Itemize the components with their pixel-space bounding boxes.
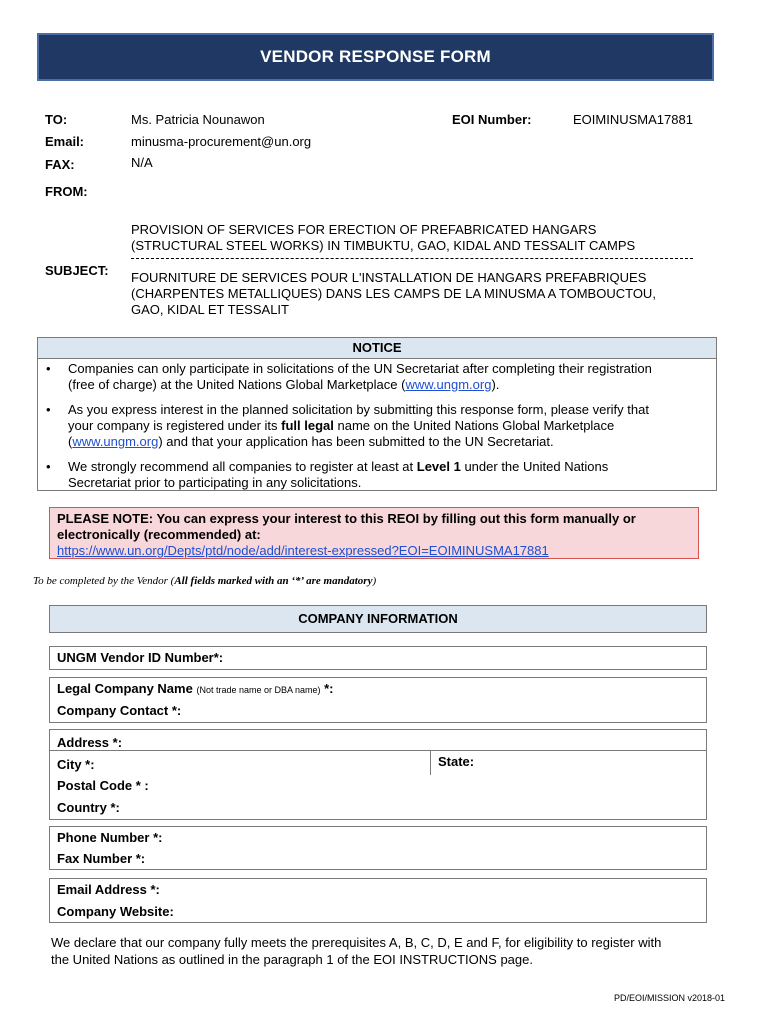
- text-span: (free of charge) at the United Nations Global Marketplace (: [68, 377, 406, 392]
- declaration-line-1: We declare that our company fully meets the prerequisites A, B, C, D, E and F, for eligibility to register with: [51, 935, 662, 950]
- subject-french: [131, 270, 711, 318]
- subject-english: [131, 222, 711, 254]
- bullet-icon: •: [46, 459, 51, 474]
- text-span: ) and that your application has been submitted to the UN Secretariat.: [158, 434, 554, 449]
- state-cell[interactable]: [431, 750, 706, 775]
- company-contact-label: Company Contact *:: [57, 703, 182, 718]
- declaration-line-2: the United Nations as outlined in the paragraph 1 of the EOI INSTRUCTIONS page.: [51, 952, 533, 967]
- notice-item-text: [68, 377, 698, 393]
- text-span: your company is registered under its: [68, 418, 282, 433]
- form-version-footer: PD/EOI/MISSION v2018-01: [613, 993, 725, 1003]
- fax-number-label: Fax Number *:: [57, 851, 146, 866]
- legal-name-note: (Not trade name or DBA name): [196, 685, 321, 695]
- fax-value: N/A: [131, 155, 153, 170]
- notice-heading: NOTICE: [38, 338, 716, 359]
- expression-of-interest-link[interactable]: https://www.un.org/Depts/ptd/node/add/interest-expressed?EOI=EOIMINUSMA17881: [57, 543, 549, 558]
- website-label: Company Website:: [57, 904, 174, 919]
- declaration: [51, 934, 731, 968]
- please-note-box: [49, 507, 699, 559]
- postal-code-field[interactable]: [57, 778, 149, 793]
- address-label: Address *:: [57, 735, 123, 750]
- text-span: We strongly recommend all companies to register at least at: [68, 459, 417, 474]
- notice-item-registration: [68, 361, 698, 393]
- postal-code-label: Postal Code * :: [57, 778, 149, 793]
- notice-item-text: Secretariat prior to participating in any solicitations.: [68, 475, 362, 490]
- state-label: State:: [438, 754, 475, 769]
- country-field[interactable]: [57, 800, 120, 815]
- notice-item-level: [68, 459, 698, 491]
- bold-text: full legal: [281, 418, 334, 433]
- form-title: VENDOR RESPONSE FORM: [260, 47, 491, 66]
- notice-item-text: [68, 418, 698, 434]
- address-field[interactable]: [57, 735, 122, 750]
- subject-label: SUBJECT:: [45, 263, 109, 278]
- ungm-id-label: UNGM Vendor ID Number*:: [57, 650, 224, 665]
- text-span: ): [372, 575, 377, 587]
- fax-label: FAX:: [45, 157, 75, 172]
- mandatory-note: All fields marked with an ‘*’ are mandatory: [174, 575, 373, 587]
- legal-name-suffix: *:: [320, 681, 334, 696]
- to-value: Ms. Patricia Nounawon: [131, 112, 265, 127]
- subject-fr-line-3: GAO, KIDAL ET TESSALIT: [131, 302, 289, 317]
- email-address-label: Email Address *:: [57, 882, 160, 897]
- ungm-link[interactable]: www.ungm.org: [405, 377, 492, 392]
- city-cell[interactable]: [50, 750, 431, 775]
- eoi-number-value: EOIMINUSMA17881: [573, 112, 693, 127]
- please-note-line-2: electronically (recommended) at:: [57, 527, 261, 542]
- bullet-icon: •: [46, 402, 51, 417]
- subject-separator: [131, 258, 693, 259]
- bullet-icon: •: [46, 361, 51, 376]
- email-label: Email:: [45, 134, 85, 149]
- text-span: name on the United Nations Global Marketplace: [333, 418, 615, 433]
- notice-box: [37, 337, 717, 491]
- subject-fr-line-1: FOURNITURE DE SERVICES POUR L'INSTALLATION DE HANGARS PREFABRIQUES: [131, 270, 647, 285]
- eoi-number-label: EOI Number:: [452, 112, 532, 127]
- subject-en-line-1: PROVISION OF SERVICES FOR ERECTION OF PREFABRICATED HANGARS: [131, 222, 597, 237]
- website-field[interactable]: [57, 904, 174, 919]
- email-value: minusma-procurement@un.org: [131, 134, 312, 149]
- legal-name-label: Legal Company Name: [57, 681, 193, 696]
- phone-label: Phone Number *:: [57, 830, 163, 845]
- text-span: (: [68, 434, 73, 449]
- notice-item-text: [68, 434, 698, 450]
- from-label: FROM:: [45, 184, 88, 199]
- text-span: under the United Nations: [460, 459, 609, 474]
- ungm-link[interactable]: www.ungm.org: [72, 434, 159, 449]
- notice-item-text: As you express interest in the planned solicitation by submitting this response form, please verify that: [68, 402, 649, 417]
- company-contact-field[interactable]: [57, 703, 181, 718]
- vendor-instruction: [33, 575, 376, 587]
- subject-fr-line-2: (CHARPENTES METALLIQUES) DANS LES CAMPS DE LA MINUSMA A TOMBOUCTOU,: [131, 286, 656, 301]
- text-span: To be completed by the Vendor (: [33, 575, 175, 587]
- phone-fax-group: [49, 826, 707, 870]
- ungm-id-field[interactable]: [49, 646, 707, 670]
- fax-field[interactable]: [57, 851, 145, 866]
- notice-item-text: Companies can only participate in solicitations of the UN Secretariat after completing their registration: [68, 361, 652, 376]
- to-label: TO:: [45, 112, 68, 127]
- bold-text: Level 1: [416, 459, 461, 474]
- address-group: [49, 729, 707, 820]
- notice-item-verify: [68, 402, 698, 450]
- country-label: Country *:: [57, 800, 120, 815]
- email-website-group: [49, 878, 707, 923]
- text-span: ).: [491, 377, 500, 392]
- email-address-field[interactable]: [57, 882, 160, 897]
- city-label: City *:: [57, 757, 95, 772]
- notice-item-text: [68, 459, 698, 475]
- legal-name-field[interactable]: [57, 681, 334, 696]
- phone-field[interactable]: [57, 830, 162, 845]
- please-note-line-1: PLEASE NOTE: You can express your interest to this REOI by filling out this form manually or: [57, 511, 636, 526]
- subject-en-line-2: (STRUCTURAL STEEL WORKS) IN TIMBUKTU, GAO, KIDAL AND TESSALIT CAMPS: [131, 238, 636, 253]
- form-title-banner: [37, 33, 714, 81]
- company-info-heading: COMPANY INFORMATION: [49, 605, 707, 633]
- legal-contact-group: [49, 677, 707, 723]
